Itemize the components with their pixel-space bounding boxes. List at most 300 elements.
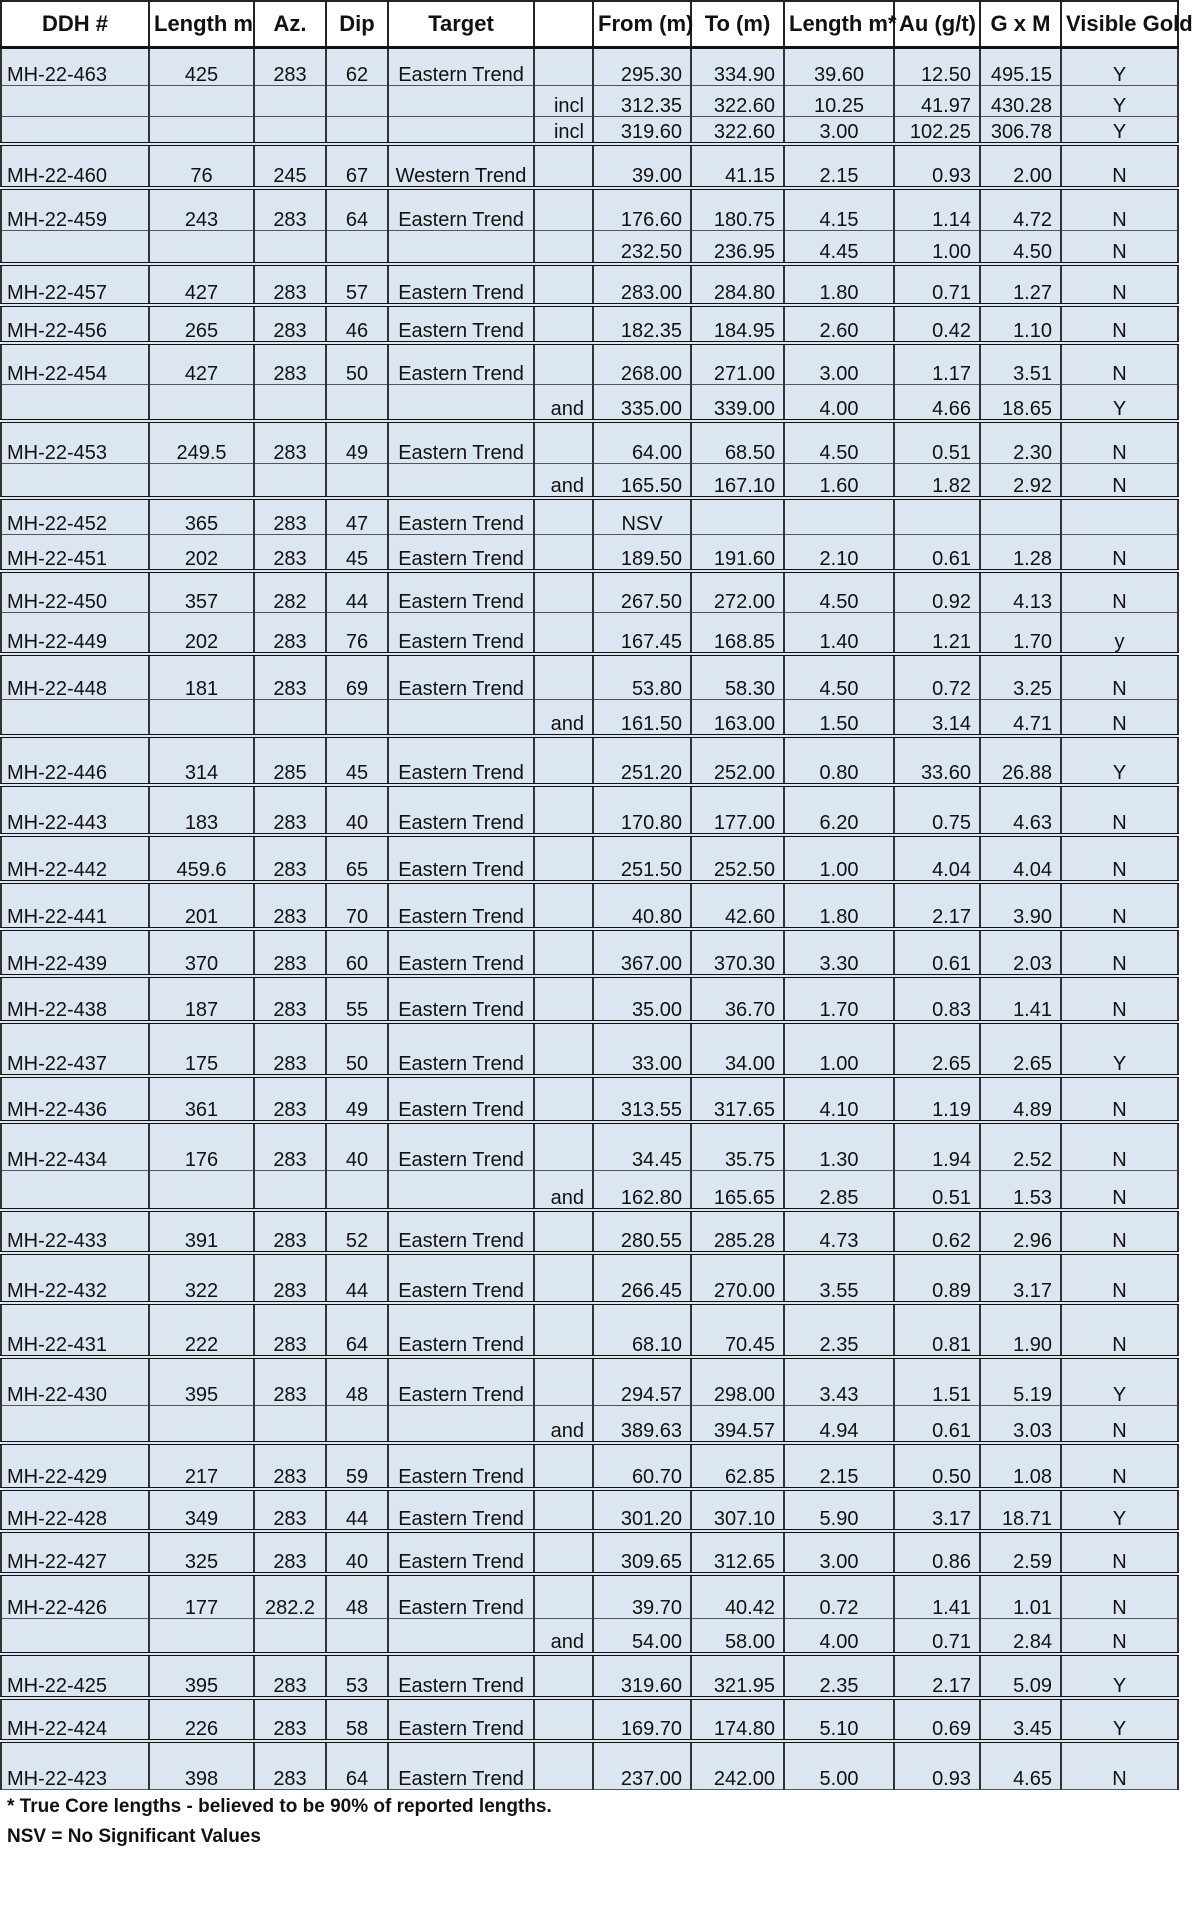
- cell-dip: 52: [326, 1210, 388, 1253]
- table-row: [1, 1253, 1178, 1303]
- cell-from: 54.00: [593, 1619, 691, 1654]
- cell-azimuth: 283: [254, 1531, 326, 1574]
- cell-ddh: [1, 86, 149, 117]
- cell-grade-x-metres: 18.71: [980, 1489, 1061, 1531]
- table-row: [1, 1741, 1178, 1790]
- cell-au-grade: 0.93: [894, 1741, 980, 1790]
- cell-interval-length: 4.50: [784, 654, 894, 700]
- cell-au-grade: 0.75: [894, 785, 980, 835]
- cell-qualifier: [534, 144, 593, 188]
- table-row: [1, 785, 1178, 835]
- cell-qualifier: [534, 1022, 593, 1076]
- cell-dip: [326, 1619, 388, 1654]
- cell-target: Eastern Trend: [388, 1489, 534, 1531]
- cell-ddh: [1, 464, 149, 498]
- cell-length: 357: [149, 571, 254, 613]
- cell-visible-gold: N: [1061, 343, 1178, 385]
- cell-to: 321.95: [691, 1654, 784, 1698]
- table-row: [1, 1076, 1178, 1122]
- cell-to: 165.65: [691, 1171, 784, 1210]
- cell-dip: [326, 464, 388, 498]
- cell-visible-gold: Y: [1061, 1654, 1178, 1698]
- cell-grade-x-metres: 2.52: [980, 1122, 1061, 1171]
- cell-visible-gold: Y: [1061, 1489, 1178, 1531]
- header-au-grade: Au (g/t): [894, 1, 980, 48]
- cell-target: Eastern Trend: [388, 929, 534, 976]
- cell-azimuth: 283: [254, 305, 326, 343]
- cell-visible-gold: N: [1061, 1253, 1178, 1303]
- cell-target: Eastern Trend: [388, 785, 534, 835]
- cell-au-grade: 102.25: [894, 117, 980, 144]
- cell-grade-x-metres: 3.25: [980, 654, 1061, 700]
- cell-azimuth: 283: [254, 535, 326, 571]
- cell-visible-gold: N: [1061, 421, 1178, 464]
- cell-qualifier: [534, 785, 593, 835]
- cell-grade-x-metres: 495.15: [980, 48, 1061, 86]
- table-row: [1, 736, 1178, 785]
- cell-target: Eastern Trend: [388, 882, 534, 929]
- cell-dip: 44: [326, 1489, 388, 1531]
- cell-qualifier: [534, 1210, 593, 1253]
- cell-grade-x-metres: 4.89: [980, 1076, 1061, 1122]
- cell-grade-x-metres: 4.04: [980, 835, 1061, 882]
- cell-target: [388, 1619, 534, 1654]
- cell-to: 191.60: [691, 535, 784, 571]
- cell-azimuth: 283: [254, 1303, 326, 1357]
- cell-interval-length: 1.80: [784, 264, 894, 305]
- cell-from: 313.55: [593, 1076, 691, 1122]
- cell-dip: 60: [326, 929, 388, 976]
- cell-grade-x-metres: 1.01: [980, 1574, 1061, 1619]
- table-row: [1, 421, 1178, 464]
- table-row: [1, 571, 1178, 613]
- table-row: [1, 48, 1178, 86]
- cell-length: 175: [149, 1022, 254, 1076]
- cell-au-grade: 1.19: [894, 1076, 980, 1122]
- cell-qualifier: [534, 305, 593, 343]
- cell-visible-gold: N: [1061, 1210, 1178, 1253]
- cell-azimuth: [254, 700, 326, 736]
- cell-grade-x-metres: 3.51: [980, 343, 1061, 385]
- table-row: [1, 1303, 1178, 1357]
- cell-azimuth: 283: [254, 1654, 326, 1698]
- cell-ddh: MH-22-431: [1, 1303, 149, 1357]
- cell-ddh: MH-22-429: [1, 1443, 149, 1489]
- cell-au-grade: 12.50: [894, 48, 980, 86]
- cell-interval-length: 5.90: [784, 1489, 894, 1531]
- cell-au-grade: [894, 498, 980, 535]
- cell-au-grade: 2.17: [894, 1654, 980, 1698]
- cell-ddh: MH-22-425: [1, 1654, 149, 1698]
- cell-to: 298.00: [691, 1357, 784, 1406]
- cell-grade-x-metres: 430.28: [980, 86, 1061, 117]
- cell-from: 280.55: [593, 1210, 691, 1253]
- cell-qualifier: [534, 498, 593, 535]
- cell-length: [149, 1406, 254, 1443]
- cell-interval-length: 4.15: [784, 188, 894, 231]
- table-row: [1, 1357, 1178, 1406]
- cell-target: Eastern Trend: [388, 343, 534, 385]
- cell-grade-x-metres: 4.72: [980, 188, 1061, 231]
- cell-to: 272.00: [691, 571, 784, 613]
- cell-to: 322.60: [691, 117, 784, 144]
- cell-from: NSV: [593, 498, 691, 535]
- cell-to: 252.00: [691, 736, 784, 785]
- cell-to: 35.75: [691, 1122, 784, 1171]
- cell-qualifier: incl: [534, 117, 593, 144]
- cell-to: 312.65: [691, 1531, 784, 1574]
- cell-azimuth: 283: [254, 976, 326, 1022]
- cell-from: 176.60: [593, 188, 691, 231]
- cell-length: 395: [149, 1654, 254, 1698]
- cell-qualifier: [534, 1253, 593, 1303]
- cell-visible-gold: N: [1061, 264, 1178, 305]
- cell-au-grade: 0.83: [894, 976, 980, 1022]
- cell-to: 42.60: [691, 882, 784, 929]
- cell-dip: [326, 700, 388, 736]
- cell-interval-length: 4.45: [784, 231, 894, 264]
- cell-to: 236.95: [691, 231, 784, 264]
- cell-dip: 49: [326, 421, 388, 464]
- cell-interval-length: 0.80: [784, 736, 894, 785]
- cell-to: 307.10: [691, 1489, 784, 1531]
- cell-ddh: MH-22-434: [1, 1122, 149, 1171]
- cell-qualifier: and: [534, 464, 593, 498]
- cell-ddh: MH-22-453: [1, 421, 149, 464]
- cell-ddh: MH-22-463: [1, 48, 149, 86]
- cell-ddh: MH-22-449: [1, 613, 149, 654]
- cell-target: Western Trend: [388, 144, 534, 188]
- cell-target: Eastern Trend: [388, 535, 534, 571]
- cell-interval-length: 3.00: [784, 1531, 894, 1574]
- cell-grade-x-metres: 4.50: [980, 231, 1061, 264]
- cell-au-grade: 0.51: [894, 1171, 980, 1210]
- cell-length: 202: [149, 535, 254, 571]
- cell-qualifier: and: [534, 1619, 593, 1654]
- cell-to: 270.00: [691, 1253, 784, 1303]
- cell-from: 237.00: [593, 1741, 691, 1790]
- cell-to: 339.00: [691, 385, 784, 421]
- cell-qualifier: [534, 882, 593, 929]
- cell-target: [388, 1406, 534, 1443]
- cell-grade-x-metres: 5.19: [980, 1357, 1061, 1406]
- cell-au-grade: 0.72: [894, 654, 980, 700]
- cell-interval-length: 6.20: [784, 785, 894, 835]
- cell-length: 201: [149, 882, 254, 929]
- table-row: [1, 613, 1178, 654]
- cell-azimuth: 283: [254, 835, 326, 882]
- cell-au-grade: 0.51: [894, 421, 980, 464]
- cell-visible-gold: Y: [1061, 736, 1178, 785]
- cell-qualifier: and: [534, 700, 593, 736]
- table-row: [1, 144, 1178, 188]
- cell-visible-gold: Y: [1061, 117, 1178, 144]
- cell-qualifier: [534, 929, 593, 976]
- table-row: [1, 976, 1178, 1022]
- cell-length: 425: [149, 48, 254, 86]
- cell-interval-length: 2.10: [784, 535, 894, 571]
- cell-to: 242.00: [691, 1741, 784, 1790]
- cell-qualifier: [534, 1076, 593, 1122]
- cell-target: Eastern Trend: [388, 1357, 534, 1406]
- cell-length: 217: [149, 1443, 254, 1489]
- cell-from: 301.20: [593, 1489, 691, 1531]
- cell-grade-x-metres: 2.00: [980, 144, 1061, 188]
- cell-interval-length: 1.60: [784, 464, 894, 498]
- cell-length: [149, 117, 254, 144]
- cell-target: Eastern Trend: [388, 498, 534, 535]
- cell-length: 370: [149, 929, 254, 976]
- cell-au-grade: 0.69: [894, 1698, 980, 1741]
- cell-au-grade: 1.00: [894, 231, 980, 264]
- cell-au-grade: 0.42: [894, 305, 980, 343]
- cell-ddh: MH-22-457: [1, 264, 149, 305]
- cell-length: 361: [149, 1076, 254, 1122]
- cell-visible-gold: Y: [1061, 1698, 1178, 1741]
- cell-visible-gold: Y: [1061, 1022, 1178, 1076]
- table-row: [1, 343, 1178, 385]
- cell-ddh: MH-22-428: [1, 1489, 149, 1531]
- cell-visible-gold: y: [1061, 613, 1178, 654]
- table-row: [1, 264, 1178, 305]
- cell-grade-x-metres: 26.88: [980, 736, 1061, 785]
- cell-ddh: MH-22-459: [1, 188, 149, 231]
- cell-ddh: MH-22-456: [1, 305, 149, 343]
- cell-azimuth: 283: [254, 343, 326, 385]
- cell-interval-length: 3.43: [784, 1357, 894, 1406]
- cell-dip: 47: [326, 498, 388, 535]
- table-row: [1, 535, 1178, 571]
- cell-interval-length: 4.00: [784, 1619, 894, 1654]
- cell-target: Eastern Trend: [388, 1076, 534, 1122]
- cell-azimuth: 283: [254, 1741, 326, 1790]
- cell-length: [149, 385, 254, 421]
- cell-dip: 40: [326, 785, 388, 835]
- cell-ddh: [1, 1171, 149, 1210]
- cell-interval-length: 4.94: [784, 1406, 894, 1443]
- cell-length: 177: [149, 1574, 254, 1619]
- cell-ddh: [1, 1406, 149, 1443]
- cell-dip: 57: [326, 264, 388, 305]
- cell-grade-x-metres: 4.71: [980, 700, 1061, 736]
- cell-target: [388, 231, 534, 264]
- cell-au-grade: 0.89: [894, 1253, 980, 1303]
- table-row: [1, 117, 1178, 144]
- cell-ddh: MH-22-423: [1, 1741, 149, 1790]
- footnotes: [0, 1792, 1182, 1852]
- cell-from: 294.57: [593, 1357, 691, 1406]
- cell-dip: 62: [326, 48, 388, 86]
- cell-visible-gold: N: [1061, 1122, 1178, 1171]
- cell-interval-length: 5.10: [784, 1698, 894, 1741]
- cell-interval-length: 2.15: [784, 1443, 894, 1489]
- cell-azimuth: 283: [254, 1210, 326, 1253]
- cell-target: Eastern Trend: [388, 1122, 534, 1171]
- cell-visible-gold: N: [1061, 535, 1178, 571]
- cell-interval-length: 2.85: [784, 1171, 894, 1210]
- cell-interval-length: 4.73: [784, 1210, 894, 1253]
- cell-ddh: MH-22-430: [1, 1357, 149, 1406]
- cell-qualifier: [534, 736, 593, 785]
- cell-qualifier: [534, 613, 593, 654]
- cell-interval-length: 2.60: [784, 305, 894, 343]
- cell-qualifier: [534, 535, 593, 571]
- cell-visible-gold: N: [1061, 1619, 1178, 1654]
- cell-visible-gold: N: [1061, 144, 1178, 188]
- cell-au-grade: 0.61: [894, 1406, 980, 1443]
- cell-qualifier: [534, 264, 593, 305]
- cell-from: 169.70: [593, 1698, 691, 1741]
- cell-from: 367.00: [593, 929, 691, 976]
- cell-au-grade: 1.21: [894, 613, 980, 654]
- cell-length: [149, 1619, 254, 1654]
- cell-interval-length: 1.50: [784, 700, 894, 736]
- cell-dip: 46: [326, 305, 388, 343]
- table-row: [1, 305, 1178, 343]
- cell-target: Eastern Trend: [388, 1253, 534, 1303]
- cell-length: 222: [149, 1303, 254, 1357]
- cell-azimuth: 283: [254, 1698, 326, 1741]
- cell-from: 68.10: [593, 1303, 691, 1357]
- cell-au-grade: 2.65: [894, 1022, 980, 1076]
- table-row: [1, 1489, 1178, 1531]
- cell-from: 251.20: [593, 736, 691, 785]
- cell-grade-x-metres: 2.30: [980, 421, 1061, 464]
- cell-visible-gold: N: [1061, 571, 1178, 613]
- cell-interval-length: 1.00: [784, 835, 894, 882]
- cell-qualifier: [534, 1741, 593, 1790]
- cell-to: [691, 498, 784, 535]
- cell-azimuth: 283: [254, 882, 326, 929]
- cell-length: 398: [149, 1741, 254, 1790]
- cell-azimuth: 245: [254, 144, 326, 188]
- cell-azimuth: [254, 117, 326, 144]
- cell-ddh: MH-22-460: [1, 144, 149, 188]
- cell-qualifier: [534, 976, 593, 1022]
- table-row: [1, 231, 1178, 264]
- footnote-true-core: * True Core lengths - believed to be 90% of reported lengths.: [7, 1796, 552, 1817]
- cell-au-grade: 1.51: [894, 1357, 980, 1406]
- cell-from: 161.50: [593, 700, 691, 736]
- cell-dip: 45: [326, 736, 388, 785]
- cell-length: [149, 700, 254, 736]
- cell-visible-gold: N: [1061, 929, 1178, 976]
- cell-target: Eastern Trend: [388, 736, 534, 785]
- table-row: [1, 929, 1178, 976]
- cell-length: 181: [149, 654, 254, 700]
- cell-length: 365: [149, 498, 254, 535]
- cell-grade-x-metres: [980, 498, 1061, 535]
- cell-qualifier: [534, 1531, 593, 1574]
- cell-qualifier: [534, 835, 593, 882]
- cell-from: 53.80: [593, 654, 691, 700]
- cell-ddh: MH-22-432: [1, 1253, 149, 1303]
- cell-au-grade: 0.61: [894, 535, 980, 571]
- table-row: [1, 1210, 1178, 1253]
- table-row: [1, 1698, 1178, 1741]
- cell-interval-length: 1.30: [784, 1122, 894, 1171]
- cell-grade-x-metres: 1.53: [980, 1171, 1061, 1210]
- cell-dip: 69: [326, 654, 388, 700]
- cell-from: 319.60: [593, 117, 691, 144]
- cell-azimuth: 283: [254, 929, 326, 976]
- cell-dip: 44: [326, 1253, 388, 1303]
- cell-ddh: [1, 117, 149, 144]
- cell-grade-x-metres: 1.90: [980, 1303, 1061, 1357]
- cell-from: 165.50: [593, 464, 691, 498]
- cell-azimuth: [254, 86, 326, 117]
- cell-visible-gold: N: [1061, 654, 1178, 700]
- cell-au-grade: 0.61: [894, 929, 980, 976]
- table-row: [1, 835, 1178, 882]
- cell-visible-gold: N: [1061, 835, 1178, 882]
- cell-dip: 70: [326, 882, 388, 929]
- table-row: [1, 654, 1178, 700]
- cell-ddh: MH-22-437: [1, 1022, 149, 1076]
- cell-ddh: MH-22-433: [1, 1210, 149, 1253]
- cell-azimuth: 283: [254, 188, 326, 231]
- cell-length: 395: [149, 1357, 254, 1406]
- cell-from: 283.00: [593, 264, 691, 305]
- cell-from: 33.00: [593, 1022, 691, 1076]
- cell-length: 243: [149, 188, 254, 231]
- cell-au-grade: 3.17: [894, 1489, 980, 1531]
- header-azimuth: Az.: [254, 1, 326, 48]
- cell-target: Eastern Trend: [388, 48, 534, 86]
- cell-length: 265: [149, 305, 254, 343]
- cell-azimuth: 283: [254, 613, 326, 654]
- cell-target: Eastern Trend: [388, 421, 534, 464]
- cell-to: 40.42: [691, 1574, 784, 1619]
- cell-qualifier: [534, 1654, 593, 1698]
- cell-ddh: MH-22-426: [1, 1574, 149, 1619]
- cell-length: 427: [149, 343, 254, 385]
- cell-target: [388, 86, 534, 117]
- cell-grade-x-metres: 306.78: [980, 117, 1061, 144]
- cell-au-grade: 0.71: [894, 1619, 980, 1654]
- cell-dip: 45: [326, 535, 388, 571]
- cell-azimuth: 283: [254, 1076, 326, 1122]
- cell-azimuth: [254, 1171, 326, 1210]
- cell-grade-x-metres: 1.10: [980, 305, 1061, 343]
- cell-dip: 64: [326, 1741, 388, 1790]
- cell-qualifier: [534, 654, 593, 700]
- cell-ddh: MH-22-438: [1, 976, 149, 1022]
- cell-qualifier: and: [534, 1406, 593, 1443]
- cell-interval-length: [784, 498, 894, 535]
- cell-grade-x-metres: 4.63: [980, 785, 1061, 835]
- cell-grade-x-metres: 1.70: [980, 613, 1061, 654]
- cell-to: 41.15: [691, 144, 784, 188]
- table-body: [1, 48, 1178, 1790]
- cell-from: 39.00: [593, 144, 691, 188]
- cell-dip: 65: [326, 835, 388, 882]
- cell-visible-gold: N: [1061, 1741, 1178, 1790]
- cell-interval-length: 10.25: [784, 86, 894, 117]
- header-from: From (m): [593, 1, 691, 48]
- cell-length: 183: [149, 785, 254, 835]
- cell-from: 167.45: [593, 613, 691, 654]
- cell-interval-length: 3.55: [784, 1253, 894, 1303]
- cell-grade-x-metres: 18.65: [980, 385, 1061, 421]
- table-row: [1, 464, 1178, 498]
- cell-target: [388, 117, 534, 144]
- cell-to: 285.28: [691, 1210, 784, 1253]
- cell-interval-length: 1.00: [784, 1022, 894, 1076]
- table-row: [1, 1531, 1178, 1574]
- cell-to: 34.00: [691, 1022, 784, 1076]
- cell-dip: [326, 385, 388, 421]
